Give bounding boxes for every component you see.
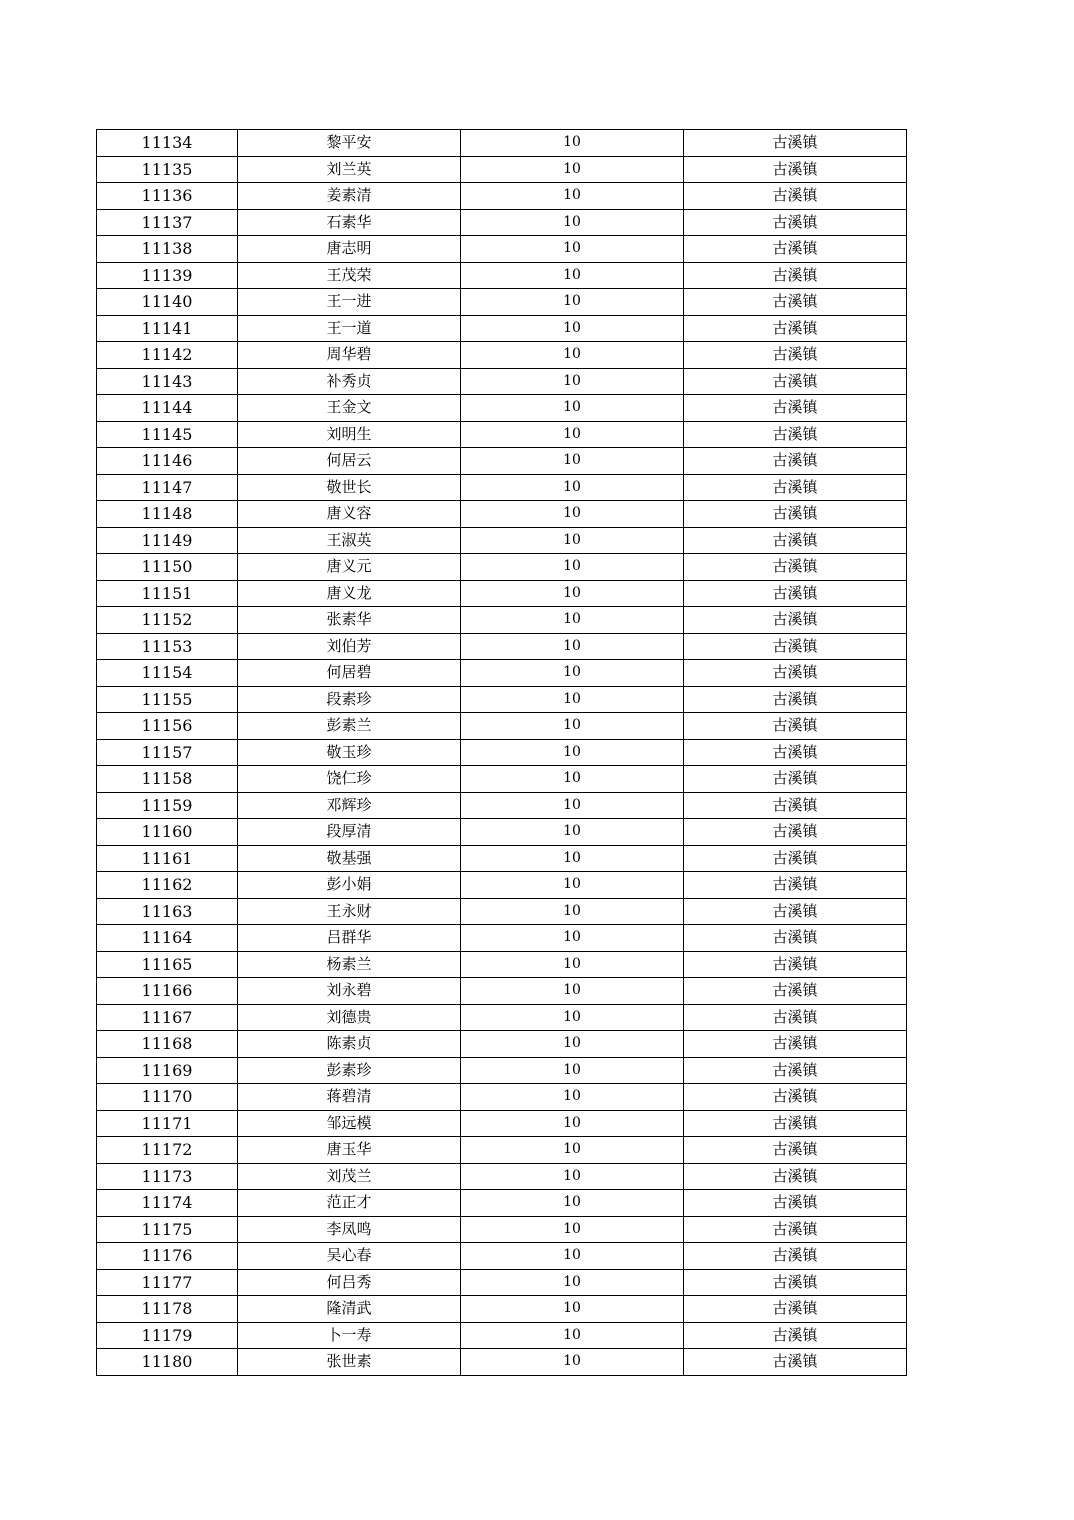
town-cell: 古溪镇 bbox=[684, 183, 907, 210]
amount-cell: 10 bbox=[461, 951, 684, 978]
row-id-cell: 11134 bbox=[97, 130, 238, 157]
row-id-cell: 11162 bbox=[97, 872, 238, 899]
amount-cell: 10 bbox=[461, 183, 684, 210]
name-cell: 王茂荣 bbox=[238, 262, 461, 289]
town-cell: 古溪镇 bbox=[684, 527, 907, 554]
amount-cell: 10 bbox=[461, 819, 684, 846]
amount-cell: 10 bbox=[461, 633, 684, 660]
row-id-cell: 11140 bbox=[97, 289, 238, 316]
town-cell: 古溪镇 bbox=[684, 713, 907, 740]
row-id-cell: 11135 bbox=[97, 156, 238, 183]
amount-cell: 10 bbox=[461, 660, 684, 687]
town-cell: 古溪镇 bbox=[684, 474, 907, 501]
town-cell: 古溪镇 bbox=[684, 951, 907, 978]
name-cell: 石素华 bbox=[238, 209, 461, 236]
row-id-cell: 11164 bbox=[97, 925, 238, 952]
amount-cell: 10 bbox=[461, 342, 684, 369]
name-cell: 饶仁珍 bbox=[238, 766, 461, 793]
amount-cell: 10 bbox=[461, 872, 684, 899]
amount-cell: 10 bbox=[461, 1269, 684, 1296]
name-cell: 周华碧 bbox=[238, 342, 461, 369]
town-cell: 古溪镇 bbox=[684, 395, 907, 422]
name-cell: 何居碧 bbox=[238, 660, 461, 687]
name-cell: 王淑英 bbox=[238, 527, 461, 554]
amount-cell: 10 bbox=[461, 1137, 684, 1164]
town-cell: 古溪镇 bbox=[684, 1190, 907, 1217]
table-row bbox=[97, 580, 907, 607]
amount-cell: 10 bbox=[461, 898, 684, 925]
table-row bbox=[97, 554, 907, 581]
table-row bbox=[97, 395, 907, 422]
table-row bbox=[97, 448, 907, 475]
name-cell: 吴心春 bbox=[238, 1243, 461, 1270]
name-cell: 敬玉珍 bbox=[238, 739, 461, 766]
name-cell: 唐义元 bbox=[238, 554, 461, 581]
amount-cell: 10 bbox=[461, 925, 684, 952]
name-cell: 敬基强 bbox=[238, 845, 461, 872]
table-row bbox=[97, 1137, 907, 1164]
row-id-cell: 11180 bbox=[97, 1349, 238, 1376]
amount-cell: 10 bbox=[461, 1084, 684, 1111]
town-cell: 古溪镇 bbox=[684, 898, 907, 925]
town-cell: 古溪镇 bbox=[684, 766, 907, 793]
town-cell: 古溪镇 bbox=[684, 130, 907, 157]
table-row bbox=[97, 156, 907, 183]
table-row bbox=[97, 872, 907, 899]
amount-cell: 10 bbox=[461, 1004, 684, 1031]
amount-cell: 10 bbox=[461, 262, 684, 289]
amount-cell: 10 bbox=[461, 156, 684, 183]
table-row bbox=[97, 925, 907, 952]
table-row bbox=[97, 978, 907, 1005]
table-row bbox=[97, 183, 907, 210]
data-table bbox=[96, 129, 907, 1376]
table-row bbox=[97, 1057, 907, 1084]
name-cell: 刘德贵 bbox=[238, 1004, 461, 1031]
town-cell: 古溪镇 bbox=[684, 1110, 907, 1137]
amount-cell: 10 bbox=[461, 1163, 684, 1190]
amount-cell: 10 bbox=[461, 1190, 684, 1217]
name-cell: 邓辉珍 bbox=[238, 792, 461, 819]
amount-cell: 10 bbox=[461, 739, 684, 766]
amount-cell: 10 bbox=[461, 130, 684, 157]
town-cell: 古溪镇 bbox=[684, 633, 907, 660]
town-cell: 古溪镇 bbox=[684, 421, 907, 448]
row-id-cell: 11163 bbox=[97, 898, 238, 925]
name-cell: 唐志明 bbox=[238, 236, 461, 263]
name-cell: 卜一寿 bbox=[238, 1322, 461, 1349]
amount-cell: 10 bbox=[461, 766, 684, 793]
table-row bbox=[97, 845, 907, 872]
name-cell: 张素华 bbox=[238, 607, 461, 634]
name-cell: 刘伯芳 bbox=[238, 633, 461, 660]
town-cell: 古溪镇 bbox=[684, 660, 907, 687]
table-row bbox=[97, 262, 907, 289]
name-cell: 刘兰英 bbox=[238, 156, 461, 183]
table-row bbox=[97, 1243, 907, 1270]
amount-cell: 10 bbox=[461, 1322, 684, 1349]
table-row bbox=[97, 633, 907, 660]
town-cell: 古溪镇 bbox=[684, 1216, 907, 1243]
amount-cell: 10 bbox=[461, 607, 684, 634]
town-cell: 古溪镇 bbox=[684, 1243, 907, 1270]
town-cell: 古溪镇 bbox=[684, 792, 907, 819]
town-cell: 古溪镇 bbox=[684, 1057, 907, 1084]
row-id-cell: 11159 bbox=[97, 792, 238, 819]
name-cell: 补秀贞 bbox=[238, 368, 461, 395]
row-id-cell: 11138 bbox=[97, 236, 238, 263]
table-row bbox=[97, 474, 907, 501]
row-id-cell: 11171 bbox=[97, 1110, 238, 1137]
amount-cell: 10 bbox=[461, 501, 684, 528]
amount-cell: 10 bbox=[461, 845, 684, 872]
row-id-cell: 11169 bbox=[97, 1057, 238, 1084]
row-id-cell: 11147 bbox=[97, 474, 238, 501]
row-id-cell: 11168 bbox=[97, 1031, 238, 1058]
name-cell: 王一进 bbox=[238, 289, 461, 316]
amount-cell: 10 bbox=[461, 1296, 684, 1323]
name-cell: 刘明生 bbox=[238, 421, 461, 448]
amount-cell: 10 bbox=[461, 368, 684, 395]
row-id-cell: 11175 bbox=[97, 1216, 238, 1243]
amount-cell: 10 bbox=[461, 1243, 684, 1270]
row-id-cell: 11167 bbox=[97, 1004, 238, 1031]
amount-cell: 10 bbox=[461, 209, 684, 236]
row-id-cell: 11146 bbox=[97, 448, 238, 475]
table-row bbox=[97, 527, 907, 554]
amount-cell: 10 bbox=[461, 1349, 684, 1376]
table-row bbox=[97, 686, 907, 713]
table-row bbox=[97, 1216, 907, 1243]
table-row bbox=[97, 607, 907, 634]
name-cell: 隆清武 bbox=[238, 1296, 461, 1323]
row-id-cell: 11141 bbox=[97, 315, 238, 342]
town-cell: 古溪镇 bbox=[684, 1269, 907, 1296]
row-id-cell: 11176 bbox=[97, 1243, 238, 1270]
row-id-cell: 11160 bbox=[97, 819, 238, 846]
amount-cell: 10 bbox=[461, 580, 684, 607]
table-row bbox=[97, 1296, 907, 1323]
amount-cell: 10 bbox=[461, 527, 684, 554]
amount-cell: 10 bbox=[461, 289, 684, 316]
table-row bbox=[97, 1110, 907, 1137]
table-row bbox=[97, 289, 907, 316]
row-id-cell: 11144 bbox=[97, 395, 238, 422]
town-cell: 古溪镇 bbox=[684, 368, 907, 395]
town-cell: 古溪镇 bbox=[684, 1163, 907, 1190]
town-cell: 古溪镇 bbox=[684, 819, 907, 846]
row-id-cell: 11174 bbox=[97, 1190, 238, 1217]
table-row bbox=[97, 209, 907, 236]
town-cell: 古溪镇 bbox=[684, 845, 907, 872]
name-cell: 彭小娟 bbox=[238, 872, 461, 899]
table-row bbox=[97, 1322, 907, 1349]
name-cell: 邹远模 bbox=[238, 1110, 461, 1137]
row-id-cell: 11150 bbox=[97, 554, 238, 581]
town-cell: 古溪镇 bbox=[684, 978, 907, 1005]
town-cell: 古溪镇 bbox=[684, 925, 907, 952]
row-id-cell: 11170 bbox=[97, 1084, 238, 1111]
name-cell: 范正才 bbox=[238, 1190, 461, 1217]
table-row bbox=[97, 792, 907, 819]
town-cell: 古溪镇 bbox=[684, 289, 907, 316]
row-id-cell: 11156 bbox=[97, 713, 238, 740]
amount-cell: 10 bbox=[461, 236, 684, 263]
town-cell: 古溪镇 bbox=[684, 236, 907, 263]
amount-cell: 10 bbox=[461, 395, 684, 422]
name-cell: 李凤鸣 bbox=[238, 1216, 461, 1243]
town-cell: 古溪镇 bbox=[684, 448, 907, 475]
amount-cell: 10 bbox=[461, 1110, 684, 1137]
amount-cell: 10 bbox=[461, 713, 684, 740]
name-cell: 黎平安 bbox=[238, 130, 461, 157]
table-row bbox=[97, 368, 907, 395]
amount-cell: 10 bbox=[461, 474, 684, 501]
name-cell: 彭素珍 bbox=[238, 1057, 461, 1084]
town-cell: 古溪镇 bbox=[684, 262, 907, 289]
name-cell: 杨素兰 bbox=[238, 951, 461, 978]
town-cell: 古溪镇 bbox=[684, 209, 907, 236]
row-id-cell: 11137 bbox=[97, 209, 238, 236]
table-row bbox=[97, 501, 907, 528]
row-id-cell: 11165 bbox=[97, 951, 238, 978]
name-cell: 何吕秀 bbox=[238, 1269, 461, 1296]
row-id-cell: 11153 bbox=[97, 633, 238, 660]
table-row bbox=[97, 1190, 907, 1217]
row-id-cell: 11148 bbox=[97, 501, 238, 528]
town-cell: 古溪镇 bbox=[684, 739, 907, 766]
table-row bbox=[97, 342, 907, 369]
table-row bbox=[97, 130, 907, 157]
row-id-cell: 11166 bbox=[97, 978, 238, 1005]
name-cell: 段厚清 bbox=[238, 819, 461, 846]
name-cell: 王永财 bbox=[238, 898, 461, 925]
amount-cell: 10 bbox=[461, 554, 684, 581]
row-id-cell: 11172 bbox=[97, 1137, 238, 1164]
row-id-cell: 11151 bbox=[97, 580, 238, 607]
name-cell: 唐义容 bbox=[238, 501, 461, 528]
table-row bbox=[97, 1269, 907, 1296]
town-cell: 古溪镇 bbox=[684, 686, 907, 713]
name-cell: 何居云 bbox=[238, 448, 461, 475]
name-cell: 段素珍 bbox=[238, 686, 461, 713]
name-cell: 敬世长 bbox=[238, 474, 461, 501]
amount-cell: 10 bbox=[461, 448, 684, 475]
town-cell: 古溪镇 bbox=[684, 580, 907, 607]
table-row bbox=[97, 739, 907, 766]
amount-cell: 10 bbox=[461, 1031, 684, 1058]
town-cell: 古溪镇 bbox=[684, 1322, 907, 1349]
table-row bbox=[97, 1084, 907, 1111]
amount-cell: 10 bbox=[461, 978, 684, 1005]
amount-cell: 10 bbox=[461, 421, 684, 448]
town-cell: 古溪镇 bbox=[684, 1349, 907, 1376]
row-id-cell: 11143 bbox=[97, 368, 238, 395]
town-cell: 古溪镇 bbox=[684, 554, 907, 581]
row-id-cell: 11157 bbox=[97, 739, 238, 766]
name-cell: 吕群华 bbox=[238, 925, 461, 952]
table-row bbox=[97, 660, 907, 687]
name-cell: 蒋碧清 bbox=[238, 1084, 461, 1111]
row-id-cell: 11178 bbox=[97, 1296, 238, 1323]
town-cell: 古溪镇 bbox=[684, 607, 907, 634]
row-id-cell: 11173 bbox=[97, 1163, 238, 1190]
town-cell: 古溪镇 bbox=[684, 1031, 907, 1058]
table-row bbox=[97, 951, 907, 978]
table-row bbox=[97, 1031, 907, 1058]
amount-cell: 10 bbox=[461, 315, 684, 342]
name-cell: 张世素 bbox=[238, 1349, 461, 1376]
row-id-cell: 11155 bbox=[97, 686, 238, 713]
name-cell: 王金文 bbox=[238, 395, 461, 422]
amount-cell: 10 bbox=[461, 792, 684, 819]
table-row bbox=[97, 766, 907, 793]
name-cell: 姜素清 bbox=[238, 183, 461, 210]
name-cell: 唐义龙 bbox=[238, 580, 461, 607]
name-cell: 刘永碧 bbox=[238, 978, 461, 1005]
row-id-cell: 11152 bbox=[97, 607, 238, 634]
town-cell: 古溪镇 bbox=[684, 342, 907, 369]
table-row bbox=[97, 315, 907, 342]
town-cell: 古溪镇 bbox=[684, 1137, 907, 1164]
name-cell: 王一道 bbox=[238, 315, 461, 342]
row-id-cell: 11139 bbox=[97, 262, 238, 289]
document-page bbox=[96, 129, 905, 1376]
row-id-cell: 11158 bbox=[97, 766, 238, 793]
table-body bbox=[97, 130, 907, 1376]
name-cell: 陈素贞 bbox=[238, 1031, 461, 1058]
amount-cell: 10 bbox=[461, 1057, 684, 1084]
town-cell: 古溪镇 bbox=[684, 1296, 907, 1323]
table-row bbox=[97, 236, 907, 263]
row-id-cell: 11142 bbox=[97, 342, 238, 369]
town-cell: 古溪镇 bbox=[684, 315, 907, 342]
table-row bbox=[97, 713, 907, 740]
table-row bbox=[97, 1004, 907, 1031]
table-row bbox=[97, 819, 907, 846]
town-cell: 古溪镇 bbox=[684, 501, 907, 528]
table-row bbox=[97, 898, 907, 925]
table-row bbox=[97, 1349, 907, 1376]
town-cell: 古溪镇 bbox=[684, 872, 907, 899]
row-id-cell: 11154 bbox=[97, 660, 238, 687]
town-cell: 古溪镇 bbox=[684, 156, 907, 183]
name-cell: 彭素兰 bbox=[238, 713, 461, 740]
row-id-cell: 11145 bbox=[97, 421, 238, 448]
amount-cell: 10 bbox=[461, 686, 684, 713]
name-cell: 刘茂兰 bbox=[238, 1163, 461, 1190]
town-cell: 古溪镇 bbox=[684, 1004, 907, 1031]
row-id-cell: 11161 bbox=[97, 845, 238, 872]
table-row bbox=[97, 421, 907, 448]
amount-cell: 10 bbox=[461, 1216, 684, 1243]
row-id-cell: 11136 bbox=[97, 183, 238, 210]
row-id-cell: 11177 bbox=[97, 1269, 238, 1296]
table-row bbox=[97, 1163, 907, 1190]
name-cell: 唐玉华 bbox=[238, 1137, 461, 1164]
row-id-cell: 11179 bbox=[97, 1322, 238, 1349]
town-cell: 古溪镇 bbox=[684, 1084, 907, 1111]
row-id-cell: 11149 bbox=[97, 527, 238, 554]
